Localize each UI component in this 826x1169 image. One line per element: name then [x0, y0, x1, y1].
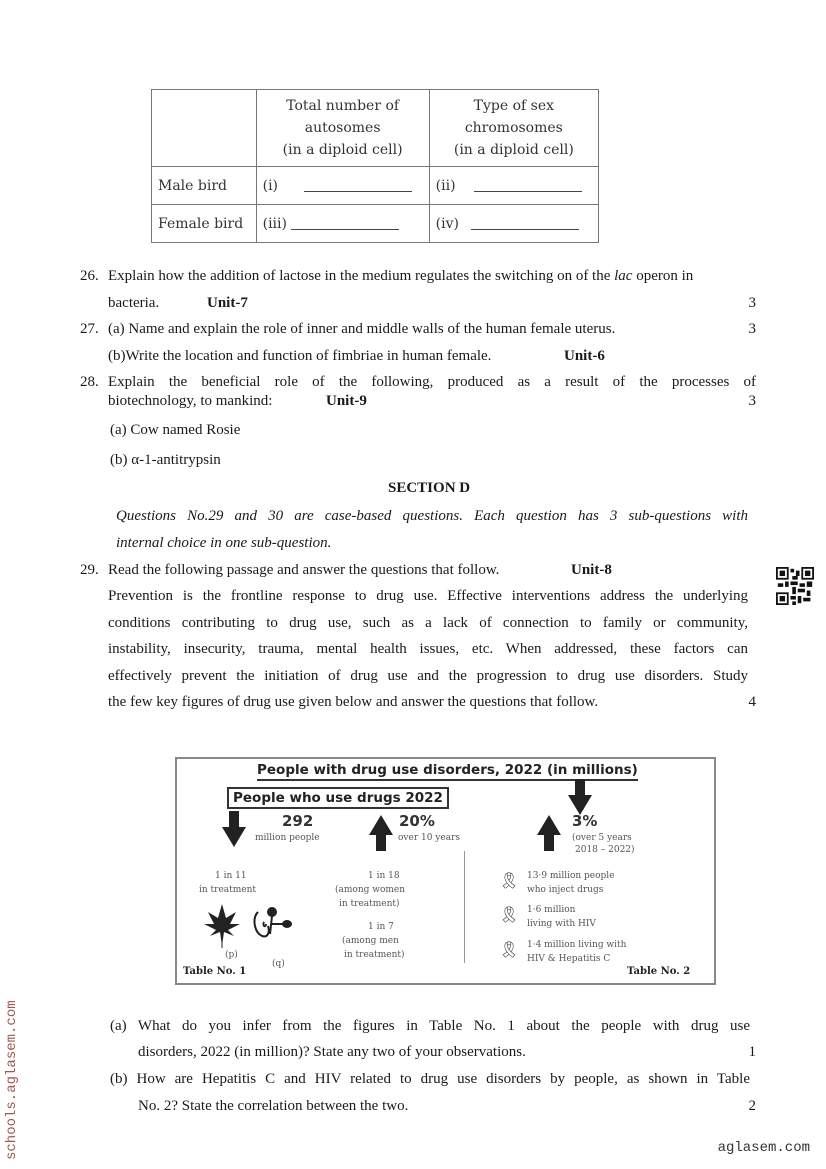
question-28-option-a: (a) Cow named Rosie	[110, 422, 241, 438]
table-2-item-line2: living with HIV	[527, 919, 596, 929]
question-28-number: 28.	[80, 374, 99, 390]
question-26-text-cont: bacteria.	[108, 295, 160, 311]
unit-tag: Unit-7	[207, 295, 248, 311]
answer-blank-cell[interactable]: (iv)	[429, 205, 598, 243]
question-28-text: Explain the beneficial role of the following, produced as a result of the processes of	[108, 374, 756, 390]
stat-20-percent-label: over 10 years	[398, 833, 461, 843]
women-ratio: 1 in 18	[368, 871, 400, 881]
men-ratio: 1 in 7	[368, 922, 394, 932]
question-26-number: 26.	[80, 268, 99, 284]
sub-question-b-cont: No. 2? State the correlation between the two.	[138, 1098, 409, 1114]
section-instructions-cont: internal choice in one sub-question.	[116, 535, 332, 551]
question-27-part-a: (a) Name and explain the role of inner and middle walls of the human female uterus.	[108, 321, 616, 337]
arrow-down-icon	[568, 779, 592, 815]
men-label-cont: in treatment)	[344, 950, 405, 960]
section-heading: SECTION D	[388, 480, 471, 496]
table-2-item-line1: 1·6 million	[527, 905, 576, 915]
passage-line: effectively prevent the initiation of drug use and the progression to drug use disorders. Study	[108, 668, 748, 684]
question-28-text-cont: biotechnology, to mankind:	[108, 393, 273, 409]
sub-question-b: (b) How are Hepatitis C and HIV related to drug use disorders by people, as shown in Table	[110, 1071, 750, 1087]
women-label: (among women	[335, 885, 406, 895]
table-2-item-line2: who inject drugs	[527, 885, 604, 895]
bird-chromosome-table	[151, 89, 599, 243]
section-instructions: Questions No.29 and 30 are case-based questions. Each question has 3 sub-questions with	[116, 508, 748, 524]
stat-20-percent: 20%	[399, 812, 435, 830]
question-26-text: Explain how the addition of lactose in the medium regulates the switching on of the lac operon in	[108, 268, 694, 284]
marks: 3	[748, 393, 756, 409]
answer-blank-cell[interactable]: (ii)	[429, 167, 598, 205]
unit-tag: Unit-8	[571, 562, 612, 578]
awareness-ribbon-icon: 🎗	[499, 940, 520, 959]
men-label: (among men	[342, 936, 399, 946]
row-label: Female bird	[152, 205, 257, 243]
question-27-number: 27.	[80, 321, 99, 337]
table-row	[152, 167, 599, 205]
passage-line: conditions contributing to drug use, such as a lack of connection to family or community,	[108, 615, 748, 631]
answer-blank-cell[interactable]: (i)	[256, 167, 429, 205]
stat-292-label: million people	[255, 833, 320, 843]
passage-line: Prevention is the frontline response to drug use. Effective interventions address the underlying	[108, 588, 748, 604]
table-header-empty	[152, 90, 257, 167]
question-29-number: 29.	[80, 562, 99, 578]
stat-292: 292	[282, 812, 314, 830]
image-q-label: (q)	[272, 959, 285, 969]
table-header-autosomes: Total number of autosomes (in a diploid cell)	[256, 90, 429, 167]
side-watermark: schools.aglasem.com	[4, 1000, 20, 1160]
infographic-title: People with drug use disorders, 2022 (in millions)	[257, 762, 638, 781]
drug-use-infographic	[175, 757, 716, 985]
awareness-ribbon-icon: 🎗	[499, 905, 520, 924]
unit-tag: Unit-9	[326, 393, 367, 409]
stat-3-percent-label: (over 5 years	[572, 833, 632, 843]
arrow-up-icon	[537, 815, 561, 851]
awareness-ribbon-icon: 🎗	[499, 871, 520, 890]
infographic-box-title: People who use drugs 2022	[227, 787, 449, 809]
question-27-part-b: (b)Write the location and function of fimbriae in human female.	[108, 348, 492, 364]
table-header-sex-chromosomes: Type of sex chromosomes (in a diploid cell)	[429, 90, 598, 167]
question-28-option-b: (b) α-1-antitrypsin	[110, 452, 221, 468]
row-label: Male bird	[152, 167, 257, 205]
women-label-cont: in treatment)	[339, 899, 400, 909]
table-2-item-line2: HIV & Hepatitis C	[527, 954, 611, 964]
table-row	[152, 205, 599, 243]
passage-line: instability, insecurity, trauma, mental health issues, etc. When addressed, these factors can	[108, 641, 748, 657]
marks: 4	[748, 694, 756, 710]
divider	[464, 851, 465, 963]
qr-code-icon	[776, 567, 814, 605]
table-1-label: Table No. 1	[183, 966, 247, 977]
bottom-watermark: aglasem.com	[717, 1140, 810, 1156]
marks: 3	[748, 295, 756, 311]
stat-3-percent: 3%	[572, 812, 598, 830]
treatment-label: in treatment	[199, 885, 257, 895]
arrow-up-icon	[369, 815, 393, 851]
question-29-intro: Read the following passage and answer the questions that follow.	[108, 562, 500, 578]
passage-line: the few key figures of drug use given below and answer the questions that follow.	[108, 694, 599, 710]
stat-3-percent-label-years: 2018 – 2022)	[575, 845, 635, 855]
poppy-plant-image	[250, 904, 292, 944]
table-2-item-line1: 1·4 million living with	[527, 940, 627, 950]
image-p-label: (p)	[225, 950, 238, 960]
marks: 2	[748, 1098, 756, 1114]
sub-question-a: (a) What do you infer from the figures in Table No. 1 about the people with drug use	[110, 1018, 750, 1034]
table-header-row	[152, 90, 599, 167]
sub-question-a-cont: disorders, 2022 (in million)? State any two of your observations.	[138, 1044, 526, 1060]
arrow-down-icon	[222, 811, 246, 847]
unit-tag: Unit-6	[564, 348, 605, 364]
treatment-ratio: 1 in 11	[215, 871, 247, 881]
answer-blank-cell[interactable]: (iii)	[256, 205, 429, 243]
table-2-label: Table No. 2	[627, 966, 691, 977]
marks: 1	[748, 1044, 756, 1060]
marks: 3	[748, 321, 756, 337]
cannabis-leaf-image	[202, 902, 242, 948]
table-2-item-line1: 13·9 million people	[527, 871, 615, 881]
